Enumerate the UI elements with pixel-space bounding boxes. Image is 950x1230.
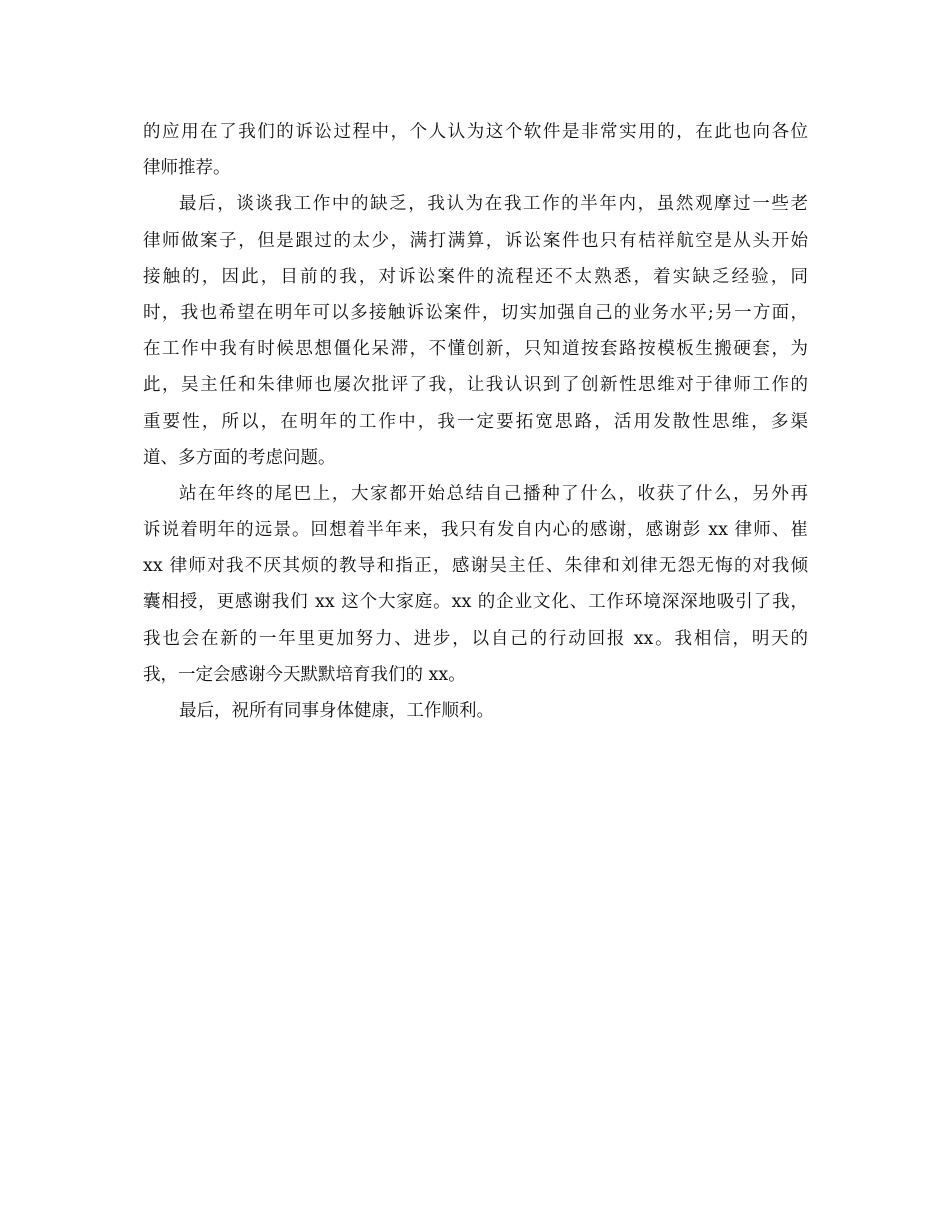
body-text-line: 道、多方面的考虑问题。 [143,447,336,468]
body-text-line: 囊相授，更感谢我们 xx 这个大家庭。xx 的企业文化、工作环境深深地吸引了我， [143,592,808,613]
body-text-line: 我，一定会感谢今天默默培育我们的 xx。 [143,664,466,685]
body-text-line: 此，吴主任和朱律师也屡次批评了我，让我认识到了创新性思维对于律师工作的 [143,375,808,396]
body-text-line: 的应用在了我们的诉讼过程中，个人认为这个软件是非常实用的，在此也向各位 [143,122,808,142]
document-body [143,114,808,729]
body-text-line: xx 律师对我不厌其烦的教导和指正，感谢吴主任、朱律和刘律无怨无悔的对我倾 [143,556,808,577]
body-text-line: 在工作中我有时候思想僵化呆滞，不懂创新，只知道按套路按模板生搬硬套，为 [143,339,808,360]
body-text-line: 律师做案子，但是跟过的太少，满打满算，诉讼案件也只有桔祥航空是从头开始 [143,230,808,251]
body-text-line: 接触的，因此，目前的我，对诉讼案件的流程还不太熟悉，着实缺乏经验，同 [143,266,808,287]
body-text-line: 重要性，所以，在明年的工作中，我一定要拓宽思路，活用发散性思维，多渠 [143,411,808,432]
body-text-line: 时，我也希望在明年可以多接触诉讼案件，切实加强自己的业务水平;另一方面， [143,302,808,323]
body-text-line: 站在年终的尾巴上，大家都开始总结自己播种了什么，收获了什么，另外再 [179,483,808,504]
body-text-line: 最后，祝所有同事身体健康，工作顺利。 [179,701,494,721]
body-text-line: 我也会在新的一年里更加努力、进步，以自己的行动回报 xx。我相信，明天的 [143,628,808,649]
body-text-line: 律师推荐。 [143,158,231,179]
body-text-line: 最后，谈谈我工作中的缺乏，我认为在我工作的半年内，虽然观摩过一些老 [179,194,808,215]
body-text-line: 诉说着明年的远景。回想着半年来，我只有发自内心的感谢，感谢彭 xx 律师、崔 [143,520,808,541]
